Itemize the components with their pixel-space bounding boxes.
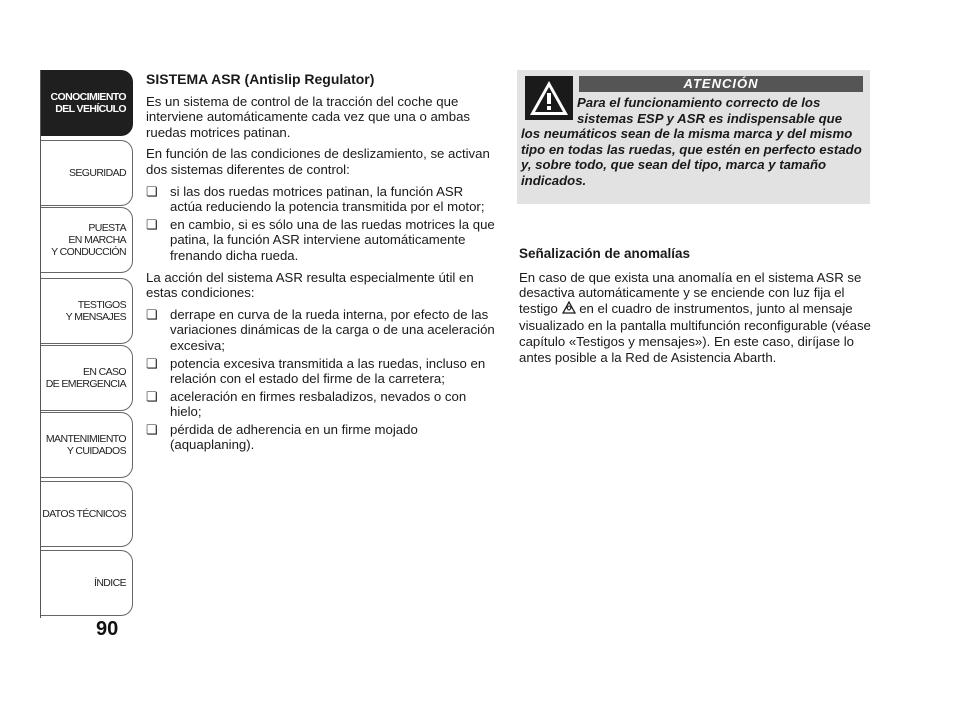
- paragraph-text: en el cuadro de instrumentos, junto al mensaje visualizado en la pantalla multifunción reconfigurable (véase capítulo «Testigos y mensajes»). En este caso, diríjase lo antes posible a la Red de Asistencia Abarth.: [519, 300, 871, 365]
- tab-mantenimiento-y-cuidados[interactable]: MANTENIMIENTO Y CUIDADOS: [41, 412, 133, 478]
- section-subtitle: Señalización de anomalías: [519, 246, 691, 261]
- paragraph-text: En caso de que exista una anomalía en el sistema ASR se desactiva automáticamente y se enciende con luz fija el testigo: [519, 269, 862, 316]
- tab-conocimiento-del-vehiculo[interactable]: CONOCIMIENTO DEL VEHÍCULO: [41, 70, 133, 136]
- page-number: 90: [96, 618, 119, 640]
- list-item: ❏ si las dos ruedas motrices patinan, la función ASR actúa reduciendo la potencia transmitida por el motor;: [146, 184, 496, 215]
- tab-indice[interactable]: ÍNDICE: [41, 550, 133, 616]
- paragraph: En función de las condiciones de deslizamiento, se activan dos sistemas diferentes de control:: [146, 146, 490, 177]
- chapter-tabs: [40, 70, 134, 618]
- warning-header: ATENCIÓN: [579, 76, 863, 92]
- tab-puesta-en-marcha[interactable]: PUESTA EN MARCHA Y CONDUCCIÓN: [41, 207, 133, 273]
- section-title: SISTEMA ASR (Antislip Regulator): [146, 71, 375, 87]
- right-column: [519, 246, 874, 365]
- tab-seguridad[interactable]: SEGURIDAD: [41, 140, 133, 206]
- paragraph: [519, 270, 874, 366]
- list-item: ❏ en cambio, si es sólo una de las ruedas motrices la que patina, la función ASR interviene automáticamente frenando dicha rueda.: [146, 217, 496, 264]
- bullet-list: [146, 307, 496, 453]
- list-item: ❏ potencia excesiva transmitida a las ruedas, incluso en relación con el estado del firme de la carretera;: [146, 356, 496, 387]
- bullet-list: [146, 184, 496, 264]
- tab-datos-tecnicos[interactable]: DATOS TÉCNICOS: [41, 481, 133, 547]
- list-item: ❏ pérdida de adherencia en un firme mojado (aquaplaning).: [146, 422, 496, 453]
- warning-text-body: los neumáticos sean de la misma marca y del mismo tipo en todas las ruedas, que estén en perfecto estado y, sobre todo, que sean del tipo, marca y tamaño indicados.: [521, 126, 862, 188]
- warning-text: [521, 95, 866, 189]
- list-item: ❏ derrape en curva de la rueda interna, por efecto de las variaciones dinámicas de la carga o de una aceleración excesiva;: [146, 307, 496, 354]
- tab-en-caso-de-emergencia[interactable]: EN CASO DE EMERGENCIA: [41, 345, 133, 411]
- left-column: [146, 72, 496, 459]
- paragraph: La acción del sistema ASR resulta especialmente útil en estas condiciones:: [146, 269, 474, 301]
- esp-asr-warning-lamp-icon: [562, 301, 576, 319]
- tab-testigos-y-mensajes[interactable]: TESTIGOS Y MENSAJES: [41, 278, 133, 344]
- warning-box: [517, 70, 870, 204]
- paragraph: Es un sistema de control de la tracción del coche que interviene automáticamente cada vez que una o ambas ruedas motrices patinan.: [146, 93, 471, 140]
- warning-text-lead: Para el funcionamiento correcto de los sistemas ESP y ASR es indispensable que: [577, 95, 843, 126]
- list-item: ❏ aceleración en firmes resbaladizos, nevados o con hielo;: [146, 389, 496, 420]
